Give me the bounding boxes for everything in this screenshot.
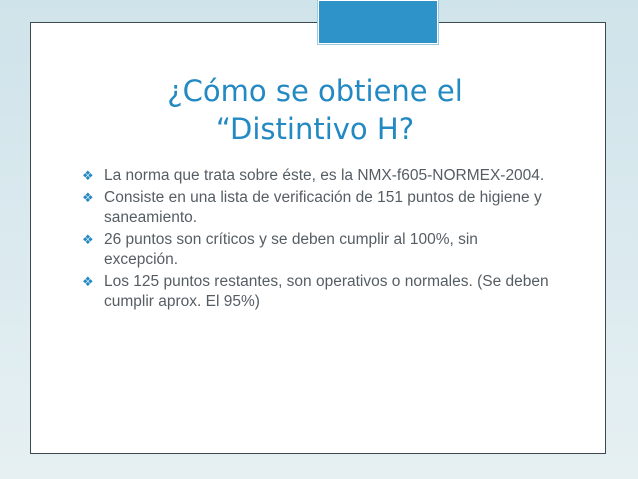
bullet-text: Consiste en una lista de verificación de 151 puntos de higiene y saneamiento. <box>104 189 542 226</box>
bullet-item <box>82 166 552 186</box>
bullet-item <box>82 230 552 270</box>
slide-title: ¿Cómo se obtiene el “Distintivo H? <box>167 74 463 146</box>
accent-tab <box>318 0 438 44</box>
bullet-item <box>82 272 552 312</box>
bullet-text: 26 puntos son críticos y se deben cumplir al 100%, sin excepción. <box>104 231 478 268</box>
four-petal-bullet-icon: ❖ <box>82 190 94 205</box>
four-petal-bullet-icon: ❖ <box>82 168 94 183</box>
four-petal-bullet-icon: ❖ <box>82 232 94 247</box>
bullet-text: Los 125 puntos restantes, son operativos o normales. (Se deben cumplir aprox. El 95%) <box>104 273 549 310</box>
bullet-text: La norma que trata sobre éste, es la NMX-f605-NORMEX-2004. <box>104 167 545 184</box>
bullet-list <box>82 166 552 314</box>
bullet-item <box>82 188 552 228</box>
four-petal-bullet-icon: ❖ <box>82 274 94 289</box>
